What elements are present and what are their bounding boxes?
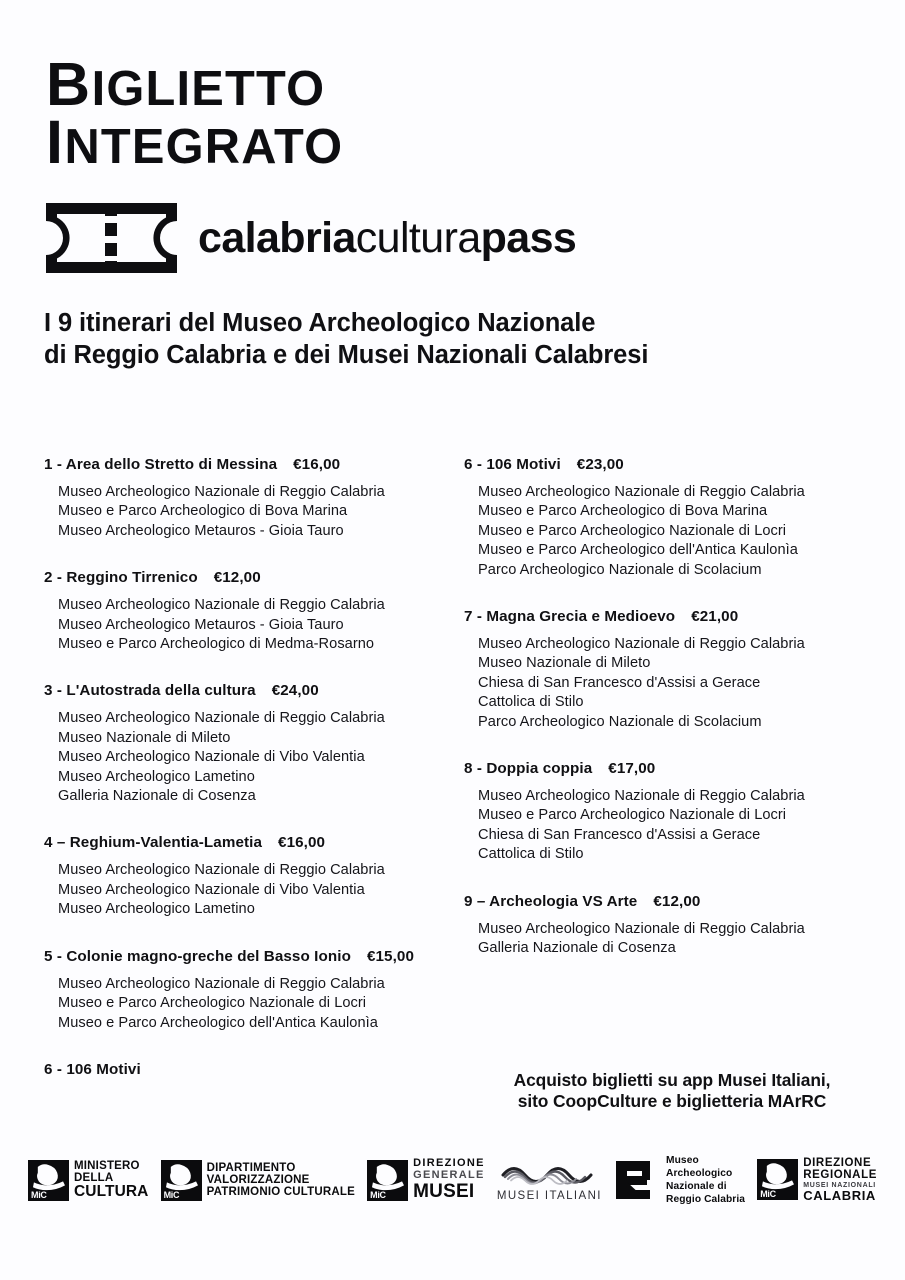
itinerary-title: 1 - Area dello Stretto di Messina <box>44 456 278 473</box>
itinerary-heading <box>44 569 444 586</box>
museum-list-item: Cattolica di Stilo <box>478 846 584 863</box>
itinerary-spacer <box>44 920 444 936</box>
mic-emblem-icon <box>757 1159 798 1200</box>
title-line-1-initial: B <box>46 50 92 118</box>
itinerary-museum-list <box>44 483 444 541</box>
itinerary-column-left <box>0 456 452 1116</box>
itinerary-title: 3 - L'Autostrada della cultura <box>44 682 256 700</box>
itinerary-museum-list <box>44 709 444 806</box>
logo-ministero-cultura <box>28 1160 148 1201</box>
institutional-logo-strip <box>0 1148 905 1212</box>
itinerary-spacer <box>44 541 444 557</box>
museum-list-item: Museo Archeologico Nazionale di Reggio Calabria <box>58 862 385 879</box>
museum-list-item: Museo Nazionale di Mileto <box>58 729 231 746</box>
museum-list-item: Chiesa di San Francesco d'Assisi a Gerace <box>478 674 761 691</box>
museum-list-item: Museo Archeologico Nazionale di Reggio Calabria <box>478 788 805 805</box>
ministero-line-1: MINISTERO <box>74 1159 140 1172</box>
direzione-regionale-line-3: MUSEI NAZIONALI <box>803 1181 876 1189</box>
direzione-musei-label <box>413 1158 485 1201</box>
itinerary-column-right <box>452 456 904 1116</box>
itinerary-price: €17,00 <box>608 760 656 778</box>
purchase-info-line-1: Acquisto biglietti su app Musei Italiani, <box>513 1070 831 1090</box>
direzione-regionale-label <box>803 1157 877 1203</box>
museum-list-item: Museo Archeologico Nazionale di Reggio Calabria <box>58 484 385 500</box>
museum-list-item: Museo e Parco Archeologico di Medma-Rosarno <box>58 636 375 653</box>
mic-text: MiC <box>163 1189 180 1200</box>
mic-figure-icon <box>32 1163 65 1192</box>
wave-icon <box>501 1159 597 1187</box>
itinerary-spacer <box>464 959 894 975</box>
museum-list-item: Museo Archeologico Nazionale di Vibo Valentia <box>58 749 365 766</box>
itinerary-entry <box>44 456 444 557</box>
ministero-label <box>74 1160 148 1201</box>
museum-list-item: Museo e Parco Archeologico Nazionale di Locri <box>478 807 787 824</box>
itinerary-heading <box>44 682 444 699</box>
title-line-1 <box>46 50 343 118</box>
musei-italiani-label: MUSEI ITALIANI <box>496 1189 602 1202</box>
itinerary-spacer <box>464 732 894 748</box>
itinerary-museum-list <box>464 787 894 865</box>
itinerary-entry <box>464 760 894 881</box>
purchase-info-line-2: sito CoopCulture e biglietteria MArRC <box>517 1091 827 1112</box>
museum-list-item: Museo e Parco Archeologico dell'Antica Kaulonìa <box>58 1014 378 1031</box>
itinerary-heading <box>464 456 894 473</box>
page-title <box>46 50 344 177</box>
itinerary-columns <box>0 456 905 1116</box>
itinerary-heading <box>44 456 444 473</box>
itinerary-title: 7 - Magna Grecia e Medioevo <box>464 608 676 626</box>
logo-musei-italiani <box>497 1159 602 1202</box>
direzione-regionale-line-4: CALABRIA <box>803 1188 876 1203</box>
direzione-regionale-line-2: REGIONALE <box>803 1169 877 1182</box>
mic-text: MiC <box>370 1189 386 1200</box>
marrc-line-1: Museo <box>666 1154 699 1166</box>
dipartimento-label <box>207 1162 355 1199</box>
itinerary-entry <box>44 948 444 1049</box>
itinerary-title: 8 - Doppia coppia <box>464 760 593 778</box>
museum-list-item: Museo Archeologico Lametino <box>58 901 255 918</box>
dipartimento-line-1: DIPARTIMENTO <box>206 1161 296 1174</box>
subtitle-line-1: I 9 itinerari del Museo Archeologico Nazionale <box>44 309 596 337</box>
itinerary-heading <box>464 608 894 625</box>
museum-list-item: Museo e Parco Archeologico Nazionale di Locri <box>478 522 787 539</box>
itinerary-museum-list <box>44 975 444 1033</box>
wordmark-cultura: cultura <box>355 213 481 262</box>
ministero-line-2: DELLA <box>74 1171 114 1184</box>
itinerary-entry <box>44 834 444 935</box>
museum-list-item: Museo Archeologico Nazionale di Reggio Calabria <box>478 636 805 653</box>
museum-list-item: Galleria Nazionale di Cosenza <box>478 940 676 957</box>
itinerary-entry <box>44 569 444 670</box>
museum-list-item: Museo e Parco Archeologico di Bova Marina <box>58 503 348 520</box>
itinerary-entry <box>464 608 894 748</box>
mic-text: MiC <box>760 1189 776 1200</box>
mic-figure-icon <box>165 1163 198 1192</box>
museum-list-item: Museo e Parco Archeologico dell'Antica Kaulonìa <box>478 542 798 559</box>
mic-text: MiC <box>31 1189 47 1200</box>
itinerary-spacer <box>44 1033 444 1049</box>
itinerary-spacer <box>44 1088 444 1104</box>
direzione-musei-line-1: DIREZIONE <box>413 1157 485 1170</box>
museum-list-item: Museo Archeologico Metauros - Gioia Tauro <box>58 616 344 633</box>
itinerary-museum-list <box>44 596 444 654</box>
marrc-monogram-icon <box>614 1159 658 1201</box>
itinerary-entry <box>464 456 894 596</box>
museum-list-item: Museo Archeologico Nazionale di Reggio Calabria <box>58 975 385 992</box>
itinerary-title: 4 – Reghium-Valentia-Lametia <box>44 834 263 852</box>
museum-list-item: Museo Nazionale di Mileto <box>478 655 651 672</box>
itinerary-heading <box>464 893 894 910</box>
itinerary-price: €16,00 <box>278 834 326 852</box>
itinerary-museum-list <box>464 920 894 959</box>
itinerary-entry <box>44 682 444 822</box>
museum-list-item: Museo e Parco Archeologico di Bova Marina <box>478 503 768 520</box>
museum-list-item: Galleria Nazionale di Cosenza <box>58 788 256 805</box>
wordmark-calabria: calabria <box>198 213 356 262</box>
ticket-icon <box>46 203 177 273</box>
museum-list-item: Museo Archeologico Nazionale di Reggio Calabria <box>478 484 805 500</box>
logo-dipartimento-valorizzazione <box>161 1160 355 1201</box>
museum-list-item: Parco Archeologico Nazionale di Scolacium <box>478 561 762 578</box>
itinerary-spacer <box>464 865 894 881</box>
itinerary-spacer <box>464 580 894 596</box>
itinerary-heading <box>44 1061 444 1078</box>
itinerary-title: 6 - 106 Motivi <box>464 456 561 473</box>
brand-lockup <box>46 203 576 273</box>
itinerary-price: €24,00 <box>271 682 319 700</box>
direzione-musei-line-3: MUSEI <box>413 1180 475 1202</box>
marrc-label <box>666 1154 745 1207</box>
wordmark-pass: pass <box>480 213 577 262</box>
direzione-regionale-line-1: DIREZIONE <box>803 1157 872 1170</box>
title-line-1-rest: IGLIETTO <box>91 62 326 116</box>
mic-figure-icon <box>371 1163 404 1192</box>
itinerary-price: €12,00 <box>653 892 701 910</box>
museum-list-item: Chiesa di San Francesco d'Assisi a Gerace <box>478 826 761 843</box>
museum-list-item: Museo Archeologico Nazionale di Vibo Valentia <box>58 881 365 898</box>
itinerary-price: €21,00 <box>691 608 739 626</box>
museum-list-item: Museo Archeologico Metauros - Gioia Tauro <box>58 522 344 539</box>
itinerary-entry <box>44 1061 444 1104</box>
itinerary-price: €23,00 <box>576 456 624 473</box>
dipartimento-line-2: VALORIZZAZIONE <box>206 1173 310 1186</box>
mic-emblem-icon <box>367 1160 408 1201</box>
itinerary-heading <box>44 834 444 851</box>
museum-list-item: Museo e Parco Archeologico Nazionale di Locri <box>58 995 367 1012</box>
mic-figure-icon <box>761 1162 794 1191</box>
itinerary-title: 6 - 106 Motivi <box>44 1060 141 1078</box>
itinerary-museum-list <box>44 861 444 919</box>
museum-list-item: Parco Archeologico Nazionale di Scolacium <box>478 713 762 730</box>
itinerary-title: 2 - Reggino Tirrenico <box>44 569 198 587</box>
itinerary-entry <box>464 893 894 975</box>
title-line-2-rest: NTEGRATO <box>64 120 344 175</box>
museum-list-item: Museo Archeologico Lametino <box>58 768 255 785</box>
itinerary-museum-list <box>464 635 894 732</box>
itinerary-spacer <box>44 654 444 670</box>
itinerary-price: €15,00 <box>366 947 415 965</box>
itinerary-title: 9 – Archeologia VS Arte <box>464 892 638 910</box>
marrc-line-4: Reggio Calabria <box>666 1194 746 1206</box>
itinerary-heading <box>464 760 894 777</box>
title-line-2 <box>46 108 344 177</box>
subtitle <box>44 308 648 372</box>
subtitle-line-2: di Reggio Calabria e dei Musei Nazionali Calabresi <box>44 340 649 369</box>
marrc-line-3: Nazionale di <box>666 1181 727 1192</box>
mic-emblem-icon <box>28 1160 69 1201</box>
logo-direzione-regionale-calabria <box>757 1157 877 1203</box>
direzione-musei-line-2: GENERALE <box>413 1168 485 1181</box>
museum-list-item: Museo Archeologico Nazionale di Reggio Calabria <box>58 597 385 614</box>
itinerary-title: 5 - Colonie magno-greche del Basso Ionio <box>44 947 351 965</box>
museum-list-item: Museo Archeologico Nazionale di Reggio Calabria <box>478 920 805 937</box>
title-line-2-initial: I <box>46 108 65 177</box>
brand-wordmark <box>198 213 577 262</box>
ministero-line-3: CULTURA <box>74 1182 149 1200</box>
museum-list-item: Museo Archeologico Nazionale di Reggio Calabria <box>58 710 385 727</box>
itinerary-museum-list <box>464 483 894 580</box>
itinerary-price: €12,00 <box>213 569 261 587</box>
mic-emblem-icon <box>161 1160 202 1201</box>
purchase-info <box>452 1070 892 1112</box>
itinerary-spacer <box>44 806 444 822</box>
logo-direzione-generale-musei <box>367 1158 485 1201</box>
logo-marrc <box>614 1154 745 1207</box>
itinerary-heading <box>44 948 444 965</box>
marrc-line-2: Archeologico <box>666 1167 733 1179</box>
museum-list-item: Cattolica di Stilo <box>478 694 584 711</box>
itinerary-price: €16,00 <box>293 456 341 473</box>
dipartimento-line-3: PATRIMONIO CULTURALE <box>206 1186 355 1199</box>
